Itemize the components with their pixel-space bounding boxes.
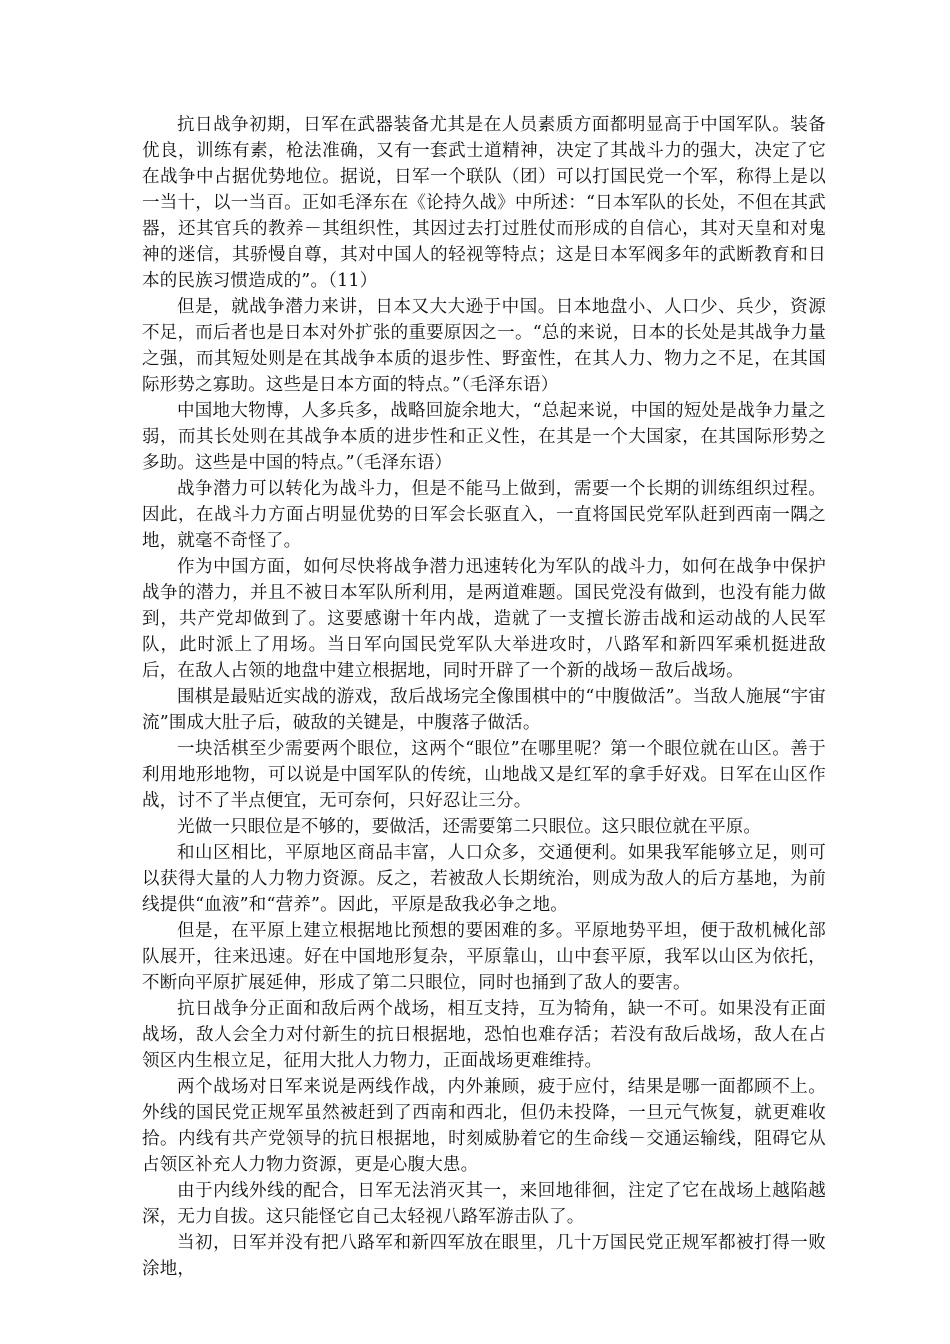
paragraph-3: 中国地大物博，人多兵多，战略回旋余地大，“总起来说，中国的短处是战争力量之弱，而其长处则在其战争本质的进步性和正义性，在其是一个大国家，在其国际形势之多助。这些是中国的特点。”（毛泽东语） <box>142 401 826 473</box>
paragraph-6: 围棋是最贴近实战的游戏，敌后战场完全像围棋中的“中腹做活”。当敌人施展“宇宙流”围成大肚子后，破敌的关键是，中腹落子做活。 <box>142 687 826 733</box>
paragraph-10: 但是，在平原上建立根据地比预想的要困难的多。平原地势平坦，便于敌机械化部队展开，往来迅速。好在中国地形复杂，平原靠山，山中套平原，我军以山区为依托，不断向平原扩展延伸，形成了第二只眼位，同时也捅到了敌人的要害。 <box>142 921 826 993</box>
paragraph-4: 战争潜力可以转化为战斗力，但是不能马上做到，需要一个长期的训练组织过程。因此，在战斗力方面占明显优势的日军会长驱直入，一直将国民党军队赶到西南一隅之地，就毫不奇怪了。 <box>142 479 826 551</box>
paragraph-14: 当初，日军并没有把八路军和新四军放在眼里，几十万国民党正规军都被打得一败涂地， <box>142 1233 826 1279</box>
paragraph-12: 两个战场对日军来说是两线作战，内外兼顾，疲于应付，结果是哪一面都顾不上。外线的国民党正规军虽然被赶到了西南和西北，但仍未投降，一旦元气恢复，就更难收拾。内线有共产党领导的抗日根据地，时刻威胁着它的生命线－交通运输线，阻碍它从占领区补充人力物力资源，更是心腹大患。 <box>142 1077 826 1175</box>
paragraph-1: 抗日战争初期，日军在武器装备尤其是在人员素质方面都明显高于中国军队。装备优良，训练有素，枪法准确，又有一套武士道精神，决定了其战斗力的强大，决定了它在战争中占据优势地位。据说，日军一个联队（团）可以打国民党一个军，称得上是以一当十，以一当百。正如毛泽东在《论持久战》中所述：“日本军队的长处，不但在其武器，还其官兵的教养－其组织性，其因过去打过胜仗而形成的自信心，其对天皇和对鬼神的迷信，其骄慢自尊，其对中国人的轻视等特点；这是日本军阀多年的武断教育和日本的民族习惯造成的”。（11） <box>142 115 826 291</box>
paragraph-13: 由于内线外线的配合，日军无法消灭其一，来回地徘徊，注定了它在战场上越陷越深，无力自拔。这只能怪它自己太轻视八路军游击队了。 <box>142 1181 826 1227</box>
paragraph-2: 但是，就战争潜力来讲，日本又大大逊于中国。日本地盘小、人口少、兵少，资源不足，而后者也是日本对外扩张的重要原因之一。“总的来说，日本的长处是其战争力量之强，而其短处则是在其战争本质的退步性、野蛮性，在其人力、物力之不足，在其国际形势之寡助。这些是日本方面的特点。”（毛泽东语） <box>142 297 826 395</box>
article-body <box>142 112 826 1282</box>
paragraph-11: 抗日战争分正面和敌后两个战场，相互支持，互为犄角，缺一不可。如果没有正面战场，敌人会全力对付新生的抗日根据地，恐怕也难存活；若没有敌后战场，敌人在占领区内生根立足，征用大批人力物力，正面战场更难维持。 <box>142 999 826 1071</box>
paragraph-5: 作为中国方面，如何尽快将战争潜力迅速转化为军队的战斗力，如何在战争中保护战争的潜力，并且不被日本军队所利用，是两道难题。国民党没有做到，也没有能力做到，共产党却做到了。这要感谢十年内战，造就了一支擅长游击战和运动战的人民军队，此时派上了用场。当日军向国民党军队大举进攻时，八路军和新四军乘机挺进敌后，在敌人占领的地盘中建立根据地，同时开辟了一个新的战场－敌后战场。 <box>142 557 826 681</box>
paragraph-9: 和山区相比，平原地区商品丰富，人口众多，交通便利。如果我军能够立足，则可以获得大量的人力物力资源。反之，若被敌人长期统治，则成为敌人的后方基地，为前线提供“血液”和“营养”。因此，平原是敌我必争之地。 <box>142 843 826 915</box>
paragraph-8: 光做一只眼位是不够的，要做活，还需要第二只眼位。这只眼位就在平原。 <box>177 817 762 837</box>
paragraph-7: 一块活棋至少需要两个眼位，这两个“眼位”在哪里呢？第一个眼位就在山区。善于利用地形地物，可以说是中国军队的传统，山地战又是红军的拿手好戏。日军在山区作战，讨不了半点便宜，无可奈何，只好忍让三分。 <box>142 739 826 811</box>
